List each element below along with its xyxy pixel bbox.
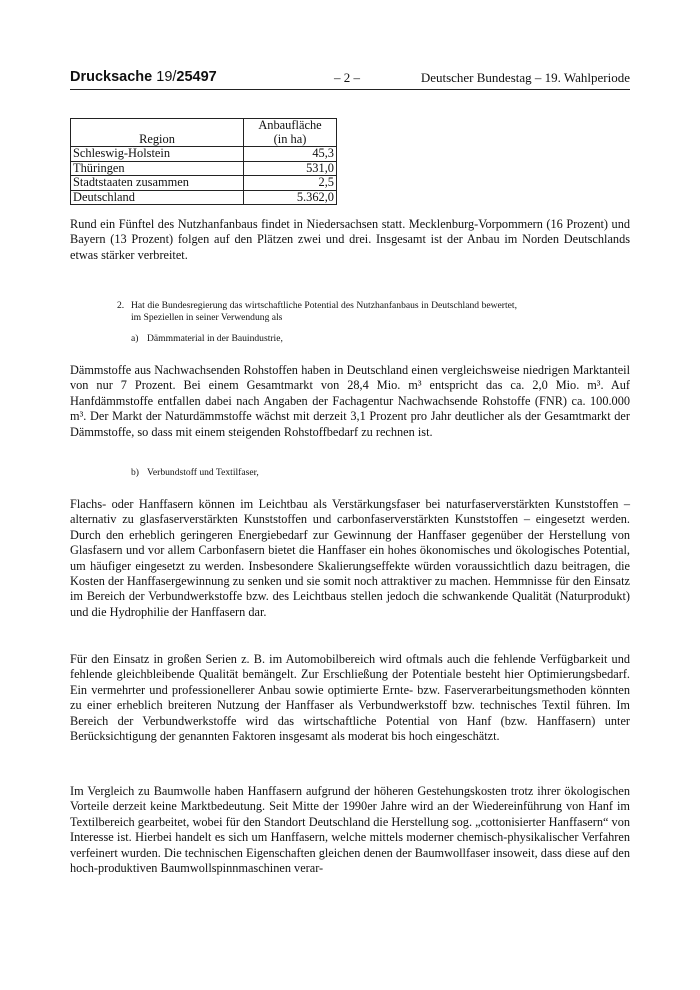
parliament-period: Deutscher Bundestag – 19. Wahlperiode — [420, 70, 630, 85]
page-header — [70, 69, 630, 90]
table-row — [71, 147, 337, 162]
paragraph-automotive: Für den Einsatz in großen Serien z. B. im Automobilbereich wird oftmals auch die fehlende Verfügbarkeit und fehlende gleichbleibende Qualität bemängelt. Zur Erschließung der Potentiale besteht hier Optimierungsbedarf. Ein vermehrter und professionellerer Anbau sowie optimierte Ernte- bzw. Faserverarbeitungsmethoden könnten zu einer erheblich breiteren Nutzung der Hanffaser als Verbundwerkstoff bzw. technisches Textil führen. Im Bereich der Verbundwerkstoffe wird das wirtschaftliche Potential von Hanf (bzw. Hanffasern) unter Berücksichtigung der genannten Faktoren insgesamt als moderat bis hoch eingeschätzt. — [70, 652, 630, 744]
page-number: – 2 – — [334, 70, 360, 85]
paragraph-cotton-comparison: Im Vergleich zu Baumwolle haben Hanffasern aufgrund der höheren Gestehungskosten trotz ihrer ökologischen Vorteile derzeit keine Marktbedeutung. Seit Mitte der 1990er Jahre wird an der Wiedereinführung von Hanf im Textilbereich gearbeitet, wobei für den Standort Deutschland die Herstellung sog. „cottonisierter Hanffasern“ von Interesse ist. Hierbei handelt es sich um Hanffasern, welche mittels moderner chemisch-physikalischer Verfahren verfeinert wurden. Die technischen Eigenschaften gleichen denen der Baumwollfaser insoweit, dass diese auf den hoch-produktiven Baumwollspinnmaschinen verar- — [70, 784, 630, 876]
paragraph-composites: Flachs- oder Hanffasern können im Leichtbau als Verstärkungsfaser bei naturfaserverstärkten Kunststoffen – alternativ zu glasfaserverstärkten Kunststoffen und carbonfaserverstärkten Kunststoffen – eingesetzt werden. Durch den erheblich geringeren Energiebedarf zur Gewinnung der Hanffaser gegenüber der Herstellung von Glasfasern und vor allem Carbonfasern bietet die Hanffaser ein hohes ökonomisches und ökologisches Potential, um häufiger eingesetzt zu werden. Insbesondere Skalierungseffekte würden voraussichtlich dazu beitragen, die Kosten der Hanffasergewinnung zu senken und sie somit noch attraktiver zu machen. Hemmnisse für den Einsatz im Bereich der Verbundwerkstoffe bzw. des Leichtbaus stellen jedoch die schwankende Qualität (Naturprodukt) und die Hydrophilie der Hanffasern dar. — [70, 497, 630, 619]
region-cell: Stadtstaaten zusammen — [71, 176, 244, 191]
subitem-text: Dämmmaterial in der Bauindustrie, — [147, 333, 283, 344]
column-header-region: Region — [71, 119, 244, 147]
paragraph-regional-distribution: Rund ein Fünftel des Nutzhanfanbaus findet in Niedersachsen statt. Mecklenburg-Vorpommern (16 Prozent) und Bayern (13 Prozent) folgen auf den Plätzen zwei und drei. Insgesamt ist der Anbau im Norden Deutschlands etwas stärker verbreitet. — [70, 217, 630, 262]
region-cell: Thüringen — [71, 161, 244, 176]
region-cell: Schleswig-Holstein — [71, 147, 244, 162]
column-header-area: Anbaufläche (in ha) — [244, 119, 337, 147]
table-row — [71, 190, 337, 205]
table-header-row — [71, 119, 337, 147]
paragraph-insulation: Dämmstoffe aus Nachwachsenden Rohstoffen haben in Deutschland einen vergleichsweise niedrigen Marktanteil von nur 7 Prozent. Bei einem Gesamtmarkt von 28,4 Mio. m³ entspricht das ca. 2,0 Mio. m³. Auf Hanfdämmstoffe entfallen dabei nach Angaben der Fachagentur Nachwachsende Rohstoffe (FNR) ca. 100.000 m³. Der Markt der Naturdämmstoffe wächst mit derzeit 3,1 Prozent pro Jahr deutlicher als der Gesamtmarkt der Dämmstoffe, so dass mit einem steigenden Rohstoffbedarf zu rechnen ist. — [70, 363, 630, 439]
table-row — [71, 176, 337, 191]
region-cell: Deutschland — [71, 190, 244, 205]
subitem-b — [131, 467, 259, 479]
question-text: Hat die Bundesregierung das wirtschaftliche Potential des Nutzhanfanbaus in Deutschland bewertet, im Speziellen in seiner Verwendung als — [131, 300, 517, 324]
area-cell: 5.362,0 — [244, 190, 337, 205]
table-row — [71, 161, 337, 176]
subitem-label: b) — [131, 467, 139, 478]
cultivation-area-table — [70, 118, 337, 205]
subitem-a — [131, 333, 283, 345]
area-cell: 2,5 — [244, 176, 337, 191]
area-cell: 531,0 — [244, 161, 337, 176]
area-cell: 45,3 — [244, 147, 337, 162]
question-2 — [117, 300, 517, 325]
subitem-text: Verbundstoff und Textilfaser, — [147, 467, 259, 478]
subitem-label: a) — [131, 333, 139, 344]
question-number: 2. — [117, 300, 125, 311]
document-number: Drucksache 19/25497 — [70, 69, 217, 85]
